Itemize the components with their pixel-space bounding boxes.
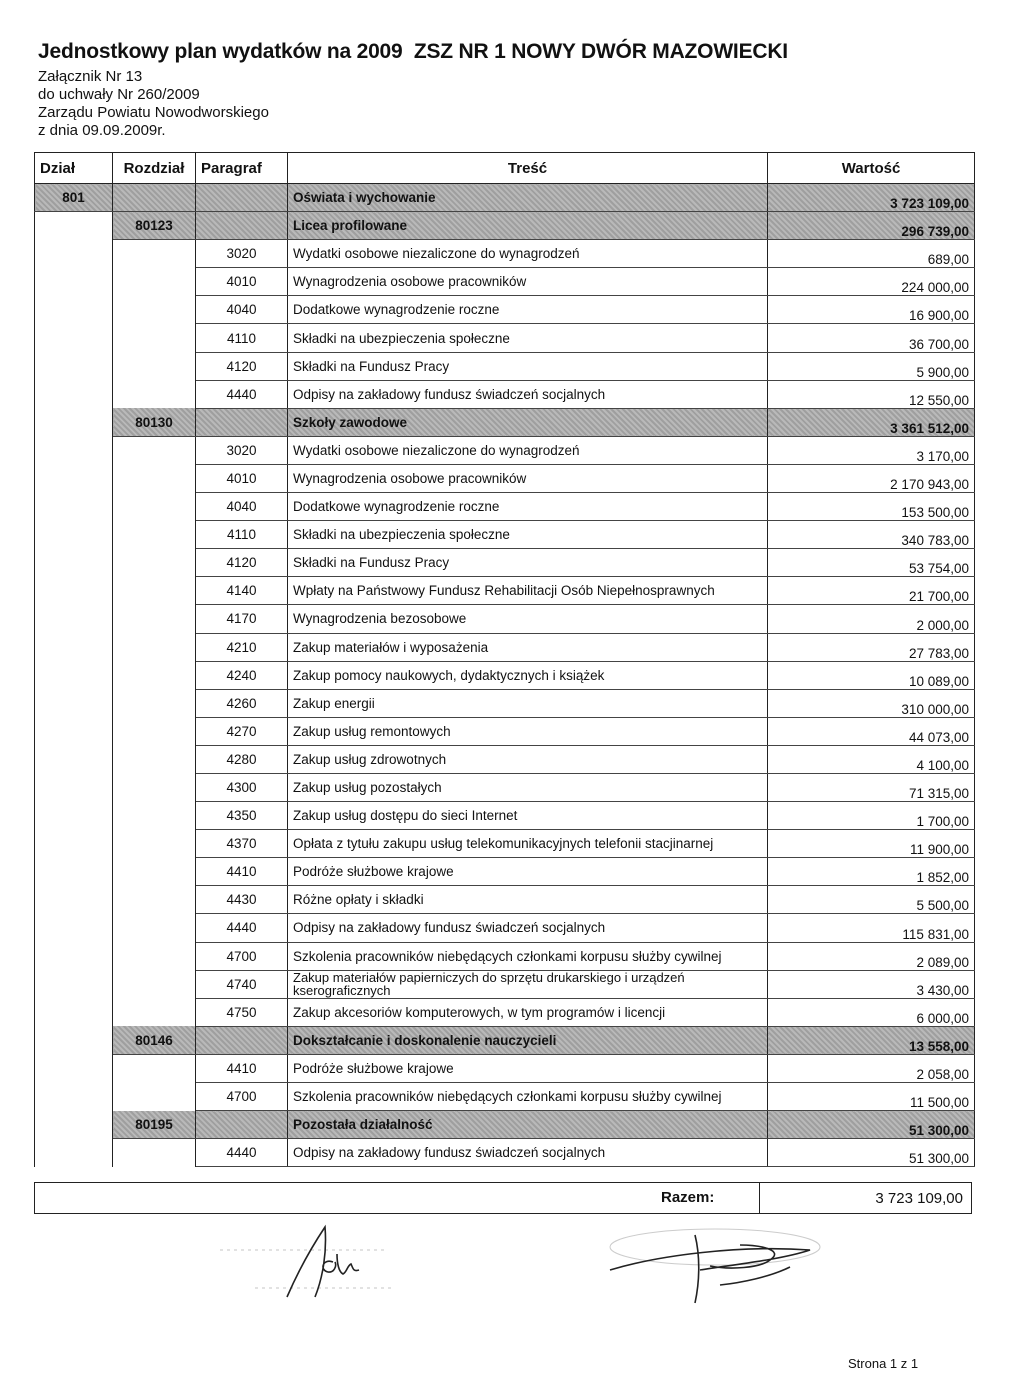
table-row [35, 886, 975, 914]
item-description: Składki na ubezpieczenia społeczne [288, 324, 768, 352]
signature-right [600, 1225, 830, 1305]
rozdzial-cell [113, 914, 196, 942]
dzial-cell [35, 549, 113, 577]
item-value: 16 900,00 [768, 296, 975, 324]
item-value: 44 073,00 [768, 717, 975, 745]
rozdzial-row [35, 1111, 975, 1139]
signature-stroke-left [287, 1227, 359, 1297]
paragraf-code: 4110 [196, 521, 288, 549]
dzial-cell [35, 802, 113, 830]
paragraf-code: 4440 [196, 914, 288, 942]
dzial-cell [35, 605, 113, 633]
summary-label: Razem: [661, 1189, 715, 1206]
item-description: Odpisy na zakładowy fundusz świadczeń socjalnych [288, 380, 768, 408]
item-description: Zakup usług remontowych [288, 717, 768, 745]
header-dzial: Dział [35, 153, 113, 184]
rozdzial-cell [113, 1054, 196, 1082]
table-row [35, 577, 975, 605]
table-row [35, 998, 975, 1026]
item-description: Składki na Fundusz Pracy [288, 549, 768, 577]
table-row [35, 858, 975, 886]
rozdzial-description: Szkoły zawodowe [288, 408, 768, 436]
paragraf-code: 4170 [196, 605, 288, 633]
dzial-cell [35, 521, 113, 549]
table-header-row [35, 153, 975, 184]
item-value: 51 300,00 [768, 1139, 975, 1167]
table-row [35, 1139, 975, 1167]
rozdzial-cell [113, 970, 196, 998]
paragraf-cell [196, 184, 288, 212]
item-value: 340 783,00 [768, 521, 975, 549]
table-row [35, 240, 975, 268]
document-header [38, 40, 788, 140]
table-row [35, 296, 975, 324]
table-row [35, 717, 975, 745]
item-description: Wynagrodzenia bezosobowe [288, 605, 768, 633]
rozdzial-cell [113, 577, 196, 605]
item-description: Zakup usług pozostałych [288, 773, 768, 801]
item-description: Zakup usług zdrowotnych [288, 745, 768, 773]
item-value: 10 089,00 [768, 661, 975, 689]
table-row [35, 521, 975, 549]
rozdzial-cell [113, 436, 196, 464]
paragraf-code: 4440 [196, 1139, 288, 1167]
issuing-body: Zarządu Powiatu Nowodworskiego [38, 104, 269, 121]
dzial-cell [35, 1026, 113, 1054]
item-value: 224 000,00 [768, 268, 975, 296]
table-row [35, 380, 975, 408]
dzial-code: 801 [35, 184, 113, 212]
paragraf-code: 4430 [196, 886, 288, 914]
dzial-value: 3 723 109,00 [768, 184, 975, 212]
rozdzial-code: 80123 [113, 212, 196, 240]
paragraf-code: 4440 [196, 380, 288, 408]
table-row [35, 464, 975, 492]
signature-left [215, 1222, 405, 1302]
dzial-cell [35, 942, 113, 970]
item-description: Dodatkowe wynagrodzenie roczne [288, 296, 768, 324]
rozdzial-value: 296 739,00 [768, 212, 975, 240]
dzial-cell [35, 324, 113, 352]
item-value: 3 170,00 [768, 436, 975, 464]
table-row [35, 324, 975, 352]
table-row [35, 436, 975, 464]
rozdzial-cell [113, 1139, 196, 1167]
rozdzial-cell [113, 773, 196, 801]
item-value: 1 700,00 [768, 802, 975, 830]
item-value: 53 754,00 [768, 549, 975, 577]
table-row [35, 352, 975, 380]
header-wartosc: Wartość [768, 153, 975, 184]
table-row [35, 970, 975, 998]
table-row [35, 802, 975, 830]
resolution-date: z dnia 09.09.2009r. [38, 122, 166, 139]
item-description: Szkolenia pracowników niebędących członkami korpusu służby cywilnej [288, 1083, 768, 1111]
dzial-cell [35, 773, 113, 801]
rozdzial-cell [113, 380, 196, 408]
paragraf-code: 4010 [196, 464, 288, 492]
item-value: 5 900,00 [768, 352, 975, 380]
rozdzial-cell [113, 886, 196, 914]
dzial-cell [35, 493, 113, 521]
summary-total: 3 723 109,00 [875, 1190, 963, 1207]
table-row [35, 268, 975, 296]
rozdzial-cell [113, 998, 196, 1026]
paragraf-code: 4270 [196, 717, 288, 745]
item-value: 2 089,00 [768, 942, 975, 970]
table-row [35, 661, 975, 689]
paragraf-cell [196, 1111, 288, 1139]
item-value: 689,00 [768, 240, 975, 268]
table-row [35, 745, 975, 773]
item-value: 6 000,00 [768, 998, 975, 1026]
item-description: Zakup materiałów papierniczych do sprzętu drukarskiego i urządzeń kserograficznych [288, 970, 768, 998]
item-value: 36 700,00 [768, 324, 975, 352]
item-description: Podróże służbowe krajowe [288, 1054, 768, 1082]
item-value: 3 430,00 [768, 970, 975, 998]
item-value: 115 831,00 [768, 914, 975, 942]
paragraf-code: 4260 [196, 689, 288, 717]
rozdzial-cell [113, 268, 196, 296]
dzial-description: Oświata i wychowanie [288, 184, 768, 212]
item-value: 5 500,00 [768, 886, 975, 914]
attachment-number: Załącznik Nr 13 [38, 68, 143, 85]
item-value: 12 550,00 [768, 380, 975, 408]
paragraf-code: 4120 [196, 549, 288, 577]
paragraf-cell [196, 1026, 288, 1054]
paragraf-code: 4750 [196, 998, 288, 1026]
item-value: 71 315,00 [768, 773, 975, 801]
item-description: Zakup materiałów i wyposażenia [288, 633, 768, 661]
rozdzial-row [35, 212, 975, 240]
item-value: 2 058,00 [768, 1054, 975, 1082]
table-row [35, 689, 975, 717]
item-value: 27 783,00 [768, 633, 975, 661]
paragraf-code: 4410 [196, 1054, 288, 1082]
signature-stroke-right [610, 1235, 810, 1303]
item-description: Wynagrodzenia osobowe pracowników [288, 268, 768, 296]
rozdzial-cell [113, 324, 196, 352]
item-description: Podróże służbowe krajowe [288, 858, 768, 886]
document-title [38, 40, 788, 64]
dzial-cell [35, 296, 113, 324]
rozdzial-cell [113, 633, 196, 661]
title-main: Jednostkowy plan wydatków na 2009 [38, 40, 403, 63]
dzial-row [35, 184, 975, 212]
dzial-cell [35, 661, 113, 689]
dzial-cell [35, 464, 113, 492]
item-value: 310 000,00 [768, 689, 975, 717]
stamp-right [610, 1229, 820, 1265]
item-description: Zakup pomocy naukowych, dydaktycznych i książek [288, 661, 768, 689]
rozdzial-code: 80195 [113, 1111, 196, 1139]
rozdzial-cell [113, 689, 196, 717]
rozdzial-row [35, 1026, 975, 1054]
item-value: 1 852,00 [768, 858, 975, 886]
rozdzial-cell [113, 830, 196, 858]
item-description: Szkolenia pracowników niebędących członkami korpusu służby cywilnej [288, 942, 768, 970]
table-row [35, 1083, 975, 1111]
item-description: Wynagrodzenia osobowe pracowników [288, 464, 768, 492]
rozdzial-cell [113, 296, 196, 324]
item-description: Zakup usług dostępu do sieci Internet [288, 802, 768, 830]
dzial-cell [35, 998, 113, 1026]
dzial-cell [35, 436, 113, 464]
rozdzial-cell [113, 549, 196, 577]
paragraf-code: 4410 [196, 858, 288, 886]
item-value: 21 700,00 [768, 577, 975, 605]
item-value: 11 900,00 [768, 830, 975, 858]
rozdzial-cell [113, 745, 196, 773]
table-row [35, 549, 975, 577]
header-tresc: Treść [288, 153, 768, 184]
item-value: 2 170 943,00 [768, 464, 975, 492]
dzial-cell [35, 914, 113, 942]
rozdzial-cell [113, 661, 196, 689]
dzial-cell [35, 352, 113, 380]
item-value: 4 100,00 [768, 745, 975, 773]
rozdzial-cell [113, 240, 196, 268]
item-description: Opłata z tytułu zakupu usług telekomunikacyjnych telefonii stacjinarnej [288, 830, 768, 858]
item-description: Wydatki osobowe niezaliczone do wynagrodzeń [288, 436, 768, 464]
paragraf-cell [196, 408, 288, 436]
rozdzial-code: 80146 [113, 1026, 196, 1054]
dzial-cell [35, 212, 113, 240]
item-description: Odpisy na zakładowy fundusz świadczeń socjalnych [288, 1139, 768, 1167]
summary-divider [759, 1183, 760, 1213]
rozdzial-cell [113, 605, 196, 633]
dzial-cell [35, 1111, 113, 1139]
dzial-cell [35, 1054, 113, 1082]
dzial-cell [35, 1083, 113, 1111]
paragraf-code: 4300 [196, 773, 288, 801]
rozdzial-row [35, 408, 975, 436]
rozdzial-cell [113, 521, 196, 549]
paragraf-code: 4370 [196, 830, 288, 858]
table-row [35, 914, 975, 942]
rozdzial-cell [113, 942, 196, 970]
paragraf-code: 4140 [196, 577, 288, 605]
item-value: 11 500,00 [768, 1083, 975, 1111]
rozdzial-value: 51 300,00 [768, 1111, 975, 1139]
dzial-cell [35, 380, 113, 408]
paragraf-code: 4350 [196, 802, 288, 830]
item-description: Składki na Fundusz Pracy [288, 352, 768, 380]
dzial-cell [35, 689, 113, 717]
dzial-cell [35, 577, 113, 605]
paragraf-code: 4700 [196, 1083, 288, 1111]
paragraf-code: 4240 [196, 661, 288, 689]
dzial-cell [35, 408, 113, 436]
item-description: Odpisy na zakładowy fundusz świadczeń socjalnych [288, 914, 768, 942]
rozdzial-cell [113, 352, 196, 380]
item-description: Różne opłaty i składki [288, 886, 768, 914]
rozdzial-description: Pozostała działalność [288, 1111, 768, 1139]
item-description: Dodatkowe wynagrodzenie roczne [288, 493, 768, 521]
title-unit: ZSZ NR 1 NOWY DWÓR MAZOWIECKI [413, 40, 788, 63]
expense-plan-table [34, 152, 975, 1167]
table-row [35, 830, 975, 858]
rozdzial-value: 13 558,00 [768, 1026, 975, 1054]
rozdzial-cell [113, 493, 196, 521]
dzial-cell [35, 717, 113, 745]
rozdzial-cell [113, 1083, 196, 1111]
rozdzial-cell [113, 184, 196, 212]
item-description: Składki na ubezpieczenia społeczne [288, 521, 768, 549]
item-description: Wpłaty na Państwowy Fundusz Rehabilitacji Osób Niepełnosprawnych [288, 577, 768, 605]
table-row [35, 605, 975, 633]
dzial-cell [35, 745, 113, 773]
item-value: 153 500,00 [768, 493, 975, 521]
rozdzial-description: Dokształcanie i doskonalenie nauczycieli [288, 1026, 768, 1054]
rozdzial-code: 80130 [113, 408, 196, 436]
dzial-cell [35, 830, 113, 858]
dzial-cell [35, 886, 113, 914]
paragraf-code: 4700 [196, 942, 288, 970]
table-row [35, 1054, 975, 1082]
paragraf-code: 4040 [196, 493, 288, 521]
rozdzial-value: 3 361 512,00 [768, 408, 975, 436]
summary-row [34, 1182, 972, 1214]
rozdzial-cell [113, 802, 196, 830]
dzial-cell [35, 633, 113, 661]
table-row [35, 493, 975, 521]
rozdzial-cell [113, 717, 196, 745]
paragraf-cell [196, 212, 288, 240]
dzial-cell [35, 268, 113, 296]
dzial-cell [35, 240, 113, 268]
item-description: Zakup energii [288, 689, 768, 717]
table-row [35, 942, 975, 970]
dzial-cell [35, 970, 113, 998]
header-paragraf: Paragraf [196, 153, 288, 184]
table-row [35, 633, 975, 661]
paragraf-code: 4040 [196, 296, 288, 324]
paragraf-code: 3020 [196, 436, 288, 464]
page-footer: Strona 1 z 1 [848, 1356, 919, 1371]
item-description: Wydatki osobowe niezaliczone do wynagrodzeń [288, 240, 768, 268]
rozdzial-cell [113, 464, 196, 492]
item-description: Zakup akcesoriów komputerowych, w tym programów i licencji [288, 998, 768, 1026]
paragraf-code: 4210 [196, 633, 288, 661]
rozdzial-description: Licea profilowane [288, 212, 768, 240]
paragraf-code: 3020 [196, 240, 288, 268]
resolution-number: do uchwały Nr 260/2009 [38, 86, 200, 103]
item-value: 2 000,00 [768, 605, 975, 633]
paragraf-code: 4110 [196, 324, 288, 352]
rozdzial-cell [113, 858, 196, 886]
paragraf-code: 4010 [196, 268, 288, 296]
dzial-cell [35, 858, 113, 886]
dzial-cell [35, 1139, 113, 1167]
table-body [35, 184, 975, 1167]
paragraf-code: 4280 [196, 745, 288, 773]
table-row [35, 773, 975, 801]
paragraf-code: 4120 [196, 352, 288, 380]
header-rozdzial: Rozdział [113, 153, 196, 184]
paragraf-code: 4740 [196, 970, 288, 998]
